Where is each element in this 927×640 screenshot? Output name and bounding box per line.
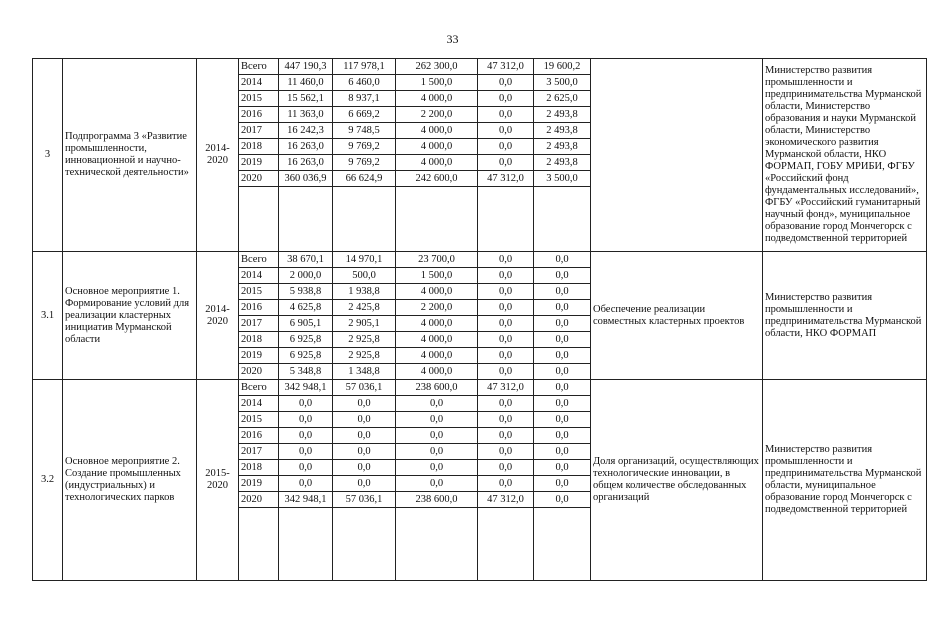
value-cell: 4 000,0 [396, 123, 478, 139]
value-cell: 5 938,8 [279, 284, 333, 300]
value-cell: 0,0 [478, 252, 534, 268]
responsible-cell: Министерство развития промышленности и предпринимательства Мурманской области, муниципальное образование город Мончегорск с подведомственной территорией [763, 380, 927, 581]
value-cell: 2 493,8 [534, 155, 591, 171]
value-cell: 0,0 [534, 316, 591, 332]
value-cell: 3 500,0 [534, 75, 591, 91]
value-cell: 15 562,1 [279, 91, 333, 107]
value-cell: 0,0 [478, 268, 534, 284]
value-cell: 0,0 [279, 460, 333, 476]
value-cell: 6 925,8 [279, 348, 333, 364]
year-cell: 2015 [239, 284, 279, 300]
value-cell: 0,0 [478, 460, 534, 476]
value-cell: 0,0 [478, 284, 534, 300]
value-cell: 0,0 [396, 460, 478, 476]
section-name: Основное мероприятие 2. Создание промышленных (индустриальных) и технологических парков [63, 380, 197, 581]
year-cell: 2018 [239, 139, 279, 155]
value-cell: 0,0 [396, 396, 478, 412]
value-cell: 0,0 [396, 444, 478, 460]
responsible-cell: Министерство развития промышленности и предпринимательства Мурманской области, Министерство образования и науки Мурманской области, Министерство экономического развития Мурманской области, НКО ФОРМАП, ГОБУ МРИБИ, ФГБУ «Российский фонд фундаментальных исследований», ФГБУ «Российский гуманитарный научный фонд», муниципальное образование город Мончегорск с подведомственной территорией [763, 59, 927, 252]
blank-cell [239, 508, 279, 581]
value-cell: 23 700,0 [396, 252, 478, 268]
value-cell: 447 190,3 [279, 59, 333, 75]
value-cell: 57 036,1 [333, 492, 396, 508]
value-cell: 8 937,1 [333, 91, 396, 107]
value-cell: 500,0 [333, 268, 396, 284]
year-cell: Всего [239, 380, 279, 396]
value-cell: 0,0 [478, 412, 534, 428]
section-years: 2014-2020 [197, 252, 239, 380]
value-cell: 2 925,8 [333, 332, 396, 348]
table-row [33, 252, 927, 268]
value-cell: 11 460,0 [279, 75, 333, 91]
value-cell: 0,0 [534, 332, 591, 348]
blank-cell [333, 508, 396, 581]
blank-cell [478, 508, 534, 581]
year-cell: 2016 [239, 428, 279, 444]
indicator-cell: Обеспечение реализации совместных кластерных проектов [591, 252, 763, 380]
blank-cell [279, 187, 333, 252]
value-cell: 242 600,0 [396, 171, 478, 187]
value-cell: 4 000,0 [396, 332, 478, 348]
value-cell: 0,0 [279, 476, 333, 492]
value-cell: 0,0 [478, 75, 534, 91]
value-cell: 19 600,2 [534, 59, 591, 75]
section-number: 3 [33, 59, 63, 252]
value-cell: 0,0 [396, 428, 478, 444]
year-cell: 2020 [239, 171, 279, 187]
value-cell: 0,0 [396, 476, 478, 492]
blank-cell [239, 187, 279, 252]
value-cell: 0,0 [534, 252, 591, 268]
value-cell: 2 200,0 [396, 107, 478, 123]
value-cell: 0,0 [534, 284, 591, 300]
value-cell: 0,0 [534, 444, 591, 460]
year-cell: 2016 [239, 107, 279, 123]
value-cell: 47 312,0 [478, 380, 534, 396]
value-cell: 4 000,0 [396, 316, 478, 332]
year-cell: 2014 [239, 396, 279, 412]
value-cell: 0,0 [333, 412, 396, 428]
blank-cell [396, 508, 478, 581]
value-cell: 1 500,0 [396, 268, 478, 284]
value-cell: 0,0 [478, 476, 534, 492]
value-cell: 0,0 [279, 428, 333, 444]
year-cell: 2019 [239, 155, 279, 171]
value-cell: 14 970,1 [333, 252, 396, 268]
value-cell: 2 200,0 [396, 300, 478, 316]
value-cell: 0,0 [534, 412, 591, 428]
value-cell: 1 500,0 [396, 75, 478, 91]
value-cell: 66 624,9 [333, 171, 396, 187]
program-table [32, 58, 927, 581]
value-cell: 0,0 [396, 412, 478, 428]
table-row [33, 380, 927, 396]
value-cell: 4 000,0 [396, 284, 478, 300]
blank-cell [534, 187, 591, 252]
value-cell: 0,0 [279, 396, 333, 412]
year-cell: 2018 [239, 460, 279, 476]
year-cell: Всего [239, 59, 279, 75]
value-cell: 0,0 [279, 412, 333, 428]
value-cell: 2 625,0 [534, 91, 591, 107]
value-cell: 16 263,0 [279, 139, 333, 155]
value-cell: 4 000,0 [396, 139, 478, 155]
value-cell: 0,0 [478, 396, 534, 412]
blank-cell [478, 187, 534, 252]
value-cell: 9 769,2 [333, 155, 396, 171]
value-cell: 0,0 [478, 300, 534, 316]
year-cell: 2017 [239, 444, 279, 460]
value-cell: 342 948,1 [279, 380, 333, 396]
value-cell: 6 925,8 [279, 332, 333, 348]
value-cell: 342 948,1 [279, 492, 333, 508]
year-cell: 2017 [239, 316, 279, 332]
value-cell: 238 600,0 [396, 380, 478, 396]
value-cell: 0,0 [534, 364, 591, 380]
value-cell: 47 312,0 [478, 59, 534, 75]
value-cell: 0,0 [279, 444, 333, 460]
value-cell: 0,0 [534, 476, 591, 492]
value-cell: 0,0 [333, 396, 396, 412]
responsible-cell: Министерство развития промышленности и предпринимательства Мурманской области, НКО ФОРМАП [763, 252, 927, 380]
value-cell: 0,0 [478, 332, 534, 348]
year-cell: 2020 [239, 492, 279, 508]
value-cell: 262 300,0 [396, 59, 478, 75]
value-cell: 6 669,2 [333, 107, 396, 123]
year-cell: 2019 [239, 348, 279, 364]
year-cell: 2015 [239, 412, 279, 428]
value-cell: 0,0 [534, 396, 591, 412]
value-cell: 0,0 [478, 155, 534, 171]
value-cell: 0,0 [534, 268, 591, 284]
value-cell: 0,0 [478, 139, 534, 155]
value-cell: 0,0 [478, 364, 534, 380]
value-cell: 2 425,8 [333, 300, 396, 316]
value-cell: 16 242,3 [279, 123, 333, 139]
value-cell: 1 348,8 [333, 364, 396, 380]
value-cell: 4 000,0 [396, 155, 478, 171]
value-cell: 0,0 [478, 123, 534, 139]
value-cell: 0,0 [478, 348, 534, 364]
value-cell: 2 925,8 [333, 348, 396, 364]
value-cell: 2 905,1 [333, 316, 396, 332]
value-cell: 47 312,0 [478, 171, 534, 187]
year-cell: 2014 [239, 75, 279, 91]
value-cell: 5 348,8 [279, 364, 333, 380]
value-cell: 4 000,0 [396, 91, 478, 107]
section-name: Подпрограмма 3 «Развитие промышленности, инновационной и научно-технической деятельности» [63, 59, 197, 252]
blank-cell [333, 187, 396, 252]
value-cell: 0,0 [478, 444, 534, 460]
value-cell: 47 312,0 [478, 492, 534, 508]
value-cell: 4 000,0 [396, 364, 478, 380]
section-years: 2015-2020 [197, 380, 239, 581]
indicator-cell [591, 59, 763, 252]
value-cell: 2 000,0 [279, 268, 333, 284]
value-cell: 0,0 [333, 428, 396, 444]
year-cell: 2019 [239, 476, 279, 492]
value-cell: 11 363,0 [279, 107, 333, 123]
value-cell: 2 493,8 [534, 139, 591, 155]
value-cell: 6 460,0 [333, 75, 396, 91]
year-cell: Всего [239, 252, 279, 268]
section-number: 3.1 [33, 252, 63, 380]
value-cell: 2 493,8 [534, 123, 591, 139]
value-cell: 238 600,0 [396, 492, 478, 508]
value-cell: 0,0 [534, 460, 591, 476]
year-cell: 2017 [239, 123, 279, 139]
value-cell: 0,0 [534, 348, 591, 364]
year-cell: 2015 [239, 91, 279, 107]
value-cell: 0,0 [534, 492, 591, 508]
value-cell: 0,0 [333, 444, 396, 460]
value-cell: 9 769,2 [333, 139, 396, 155]
value-cell: 38 670,1 [279, 252, 333, 268]
value-cell: 2 493,8 [534, 107, 591, 123]
value-cell: 0,0 [534, 300, 591, 316]
section-name: Основное мероприятие 1. Формирование условий для реализации кластерных инициатив Мурманской области [63, 252, 197, 380]
blank-cell [279, 508, 333, 581]
value-cell: 4 000,0 [396, 348, 478, 364]
value-cell: 16 263,0 [279, 155, 333, 171]
blank-cell [534, 508, 591, 581]
table-row [33, 59, 927, 75]
value-cell: 3 500,0 [534, 171, 591, 187]
value-cell: 0,0 [478, 91, 534, 107]
value-cell: 0,0 [534, 428, 591, 444]
year-cell: 2020 [239, 364, 279, 380]
year-cell: 2016 [239, 300, 279, 316]
page-number: 33 [446, 32, 459, 46]
value-cell: 0,0 [478, 107, 534, 123]
indicator-cell: Доля организаций, осуществляющих технологические инновации, в общем количестве обследованных организаций [591, 380, 763, 581]
section-number: 3.2 [33, 380, 63, 581]
value-cell: 0,0 [333, 460, 396, 476]
value-cell: 0,0 [478, 428, 534, 444]
value-cell: 1 938,8 [333, 284, 396, 300]
value-cell: 0,0 [333, 476, 396, 492]
value-cell: 6 905,1 [279, 316, 333, 332]
value-cell: 4 625,8 [279, 300, 333, 316]
value-cell: 57 036,1 [333, 380, 396, 396]
year-cell: 2014 [239, 268, 279, 284]
value-cell: 360 036,9 [279, 171, 333, 187]
value-cell: 9 748,5 [333, 123, 396, 139]
value-cell: 0,0 [534, 380, 591, 396]
blank-cell [396, 187, 478, 252]
year-cell: 2018 [239, 332, 279, 348]
value-cell: 0,0 [478, 316, 534, 332]
section-years: 2014-2020 [197, 59, 239, 252]
value-cell: 117 978,1 [333, 59, 396, 75]
